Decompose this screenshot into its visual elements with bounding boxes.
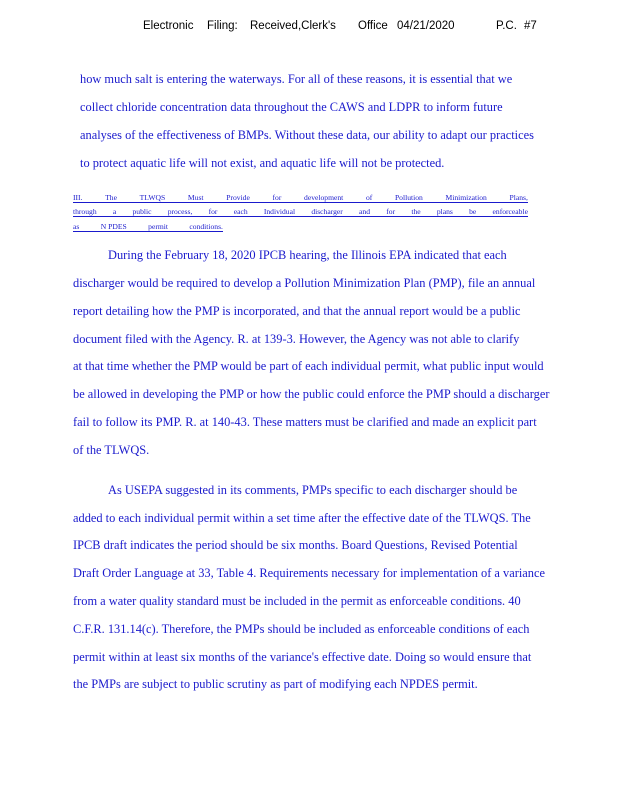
header-date: 04/21/2020: [397, 20, 455, 32]
heading-word: Pollution: [394, 193, 423, 202]
heading-word: through: [73, 207, 97, 216]
heading-word: III.: [73, 193, 83, 202]
heading-word: the: [411, 207, 421, 216]
text-line: collect chloride concentration data throughout the CAWS and LDPR to inform future: [80, 100, 503, 114]
text-line: IPCB draft indicates the period should be six months. Board Questions, Revised Potential: [73, 538, 518, 552]
heading-word: a: [112, 207, 117, 216]
text-line: fail to follow its PMP. R. at 140-43. These matters must be clarified and made an explicit part: [73, 415, 537, 429]
heading-word: each: [233, 207, 248, 216]
heading-word: permit: [148, 222, 168, 231]
heading-word: conditions.: [189, 222, 223, 231]
text-line: analyses of the effectiveness of BMPs. Without these data, our ability to adapt our practices: [80, 128, 534, 142]
filing-stamp-header: [0, 20, 618, 38]
heading-word: of: [365, 193, 373, 202]
header-filing: Filing:: [207, 20, 238, 32]
heading-word: as: [73, 222, 80, 231]
heading-word: development: [304, 193, 344, 202]
heading-word: public: [132, 207, 152, 216]
text-line: permit within at least six months of the variance's effective date. Doing so would ensure that: [73, 650, 532, 664]
heading-word: for: [272, 193, 282, 202]
heading-word: and: [359, 207, 371, 216]
text-line: added to each individual permit within a set time after the effective date of the TLWQS. The: [73, 511, 531, 525]
text-line: C.F.R. 131.14(c). Therefore, the PMPs should be included as enforceable conditions of each: [73, 622, 530, 636]
heading-word: N PDES: [100, 222, 127, 231]
heading-word: Plans,: [509, 193, 528, 202]
heading-word: Minimization: [445, 193, 487, 202]
heading-word: enforceable: [492, 207, 528, 216]
text-line: of the TLWQS.: [73, 443, 150, 457]
header-received: Received,Clerk's: [250, 20, 336, 32]
heading-word: process,: [167, 207, 193, 216]
heading-word: The: [105, 193, 117, 202]
heading-line-1: [73, 193, 528, 203]
heading-word: plans: [436, 207, 453, 216]
heading-word: be: [469, 207, 477, 216]
text-line: how much salt is entering the waterways. For all of these reasons, it is essential that we: [80, 72, 513, 86]
header-pc: P.C.: [496, 20, 517, 32]
header-electronic: Electronic: [143, 20, 194, 32]
text-line: the PMPs are subject to public scrutiny as part of modifying each NPDES permit.: [73, 677, 478, 691]
heading-line-2: [73, 207, 528, 217]
text-line: at that time whether the PMP would be part of each individual permit, what public input would: [73, 359, 544, 373]
heading-word: Must: [187, 193, 204, 202]
heading-word: discharger: [311, 207, 343, 216]
heading-word: TLWQS: [139, 193, 166, 202]
text-line: Draft Order Language at 33, Table 4. Requirements necessary for implementation of a variance: [73, 566, 545, 580]
heading-word: Individual: [263, 207, 296, 216]
heading-word: Provide: [226, 193, 250, 202]
heading-word: for: [386, 207, 396, 216]
heading-word: for: [208, 207, 218, 216]
text-line: discharger would be required to develop a Pollution Minimization Plan (PMP), file an annual: [73, 276, 536, 290]
text-line: from a water quality standard must be included in the permit as enforceable conditions. 40: [73, 594, 521, 608]
text-line: During the February 18, 2020 IPCB hearing, the Illinois EPA indicated that each: [108, 248, 507, 262]
heading-line-3: [73, 222, 223, 232]
text-line: be allowed in developing the PMP or how the public could enforce the PMP should a discharger: [73, 387, 550, 401]
header-number: #7: [524, 20, 537, 32]
text-line: document filed with the Agency. R. at 139-3. However, the Agency was not able to clarify: [73, 332, 520, 346]
text-line: As USEPA suggested in its comments, PMPs specific to each discharger should be: [108, 483, 518, 497]
text-line: report detailing how the PMP is incorporated, and that the annual report would be a public: [73, 304, 521, 318]
text-line: to protect aquatic life will not exist, and aquatic life will not be protected.: [80, 156, 445, 170]
header-office: Office: [358, 20, 388, 32]
